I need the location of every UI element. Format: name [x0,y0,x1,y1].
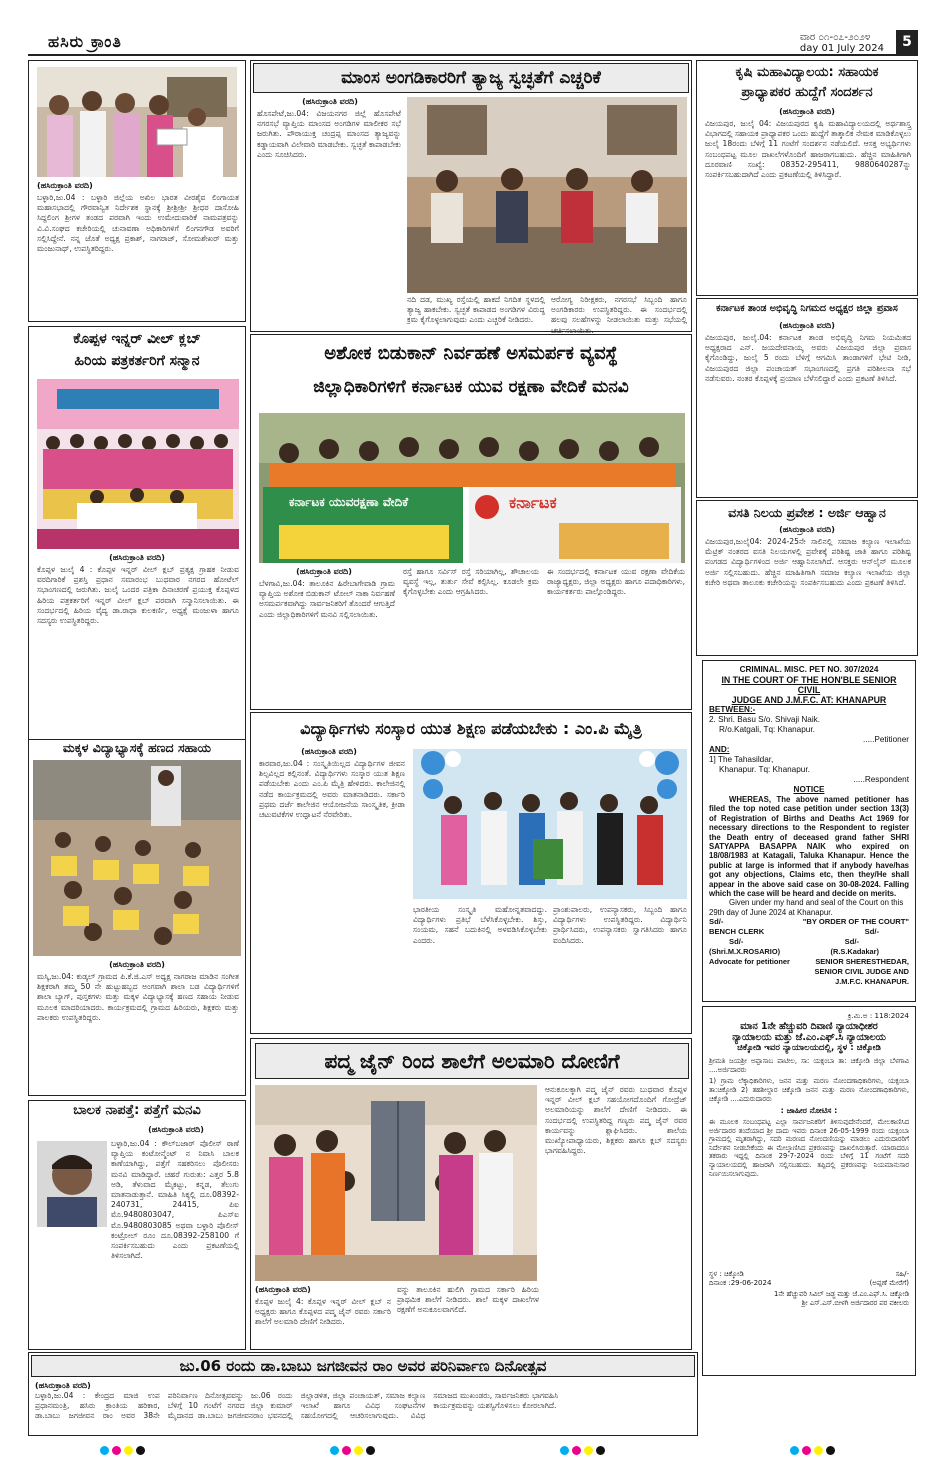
mamsa-col3: ಆರೋಗ್ಯ ನಿರೀಕ್ಷಕರು, ನಗರಸಭೆ ಸಿಬ್ಬಂದಿ ಹಾಗೂ ಅಂಗಡಿಕಾರರು ಉಪಸ್ಥಿತರಿದ್ದರು. ಈ ಸಂದರ್ಭದಲ್ಲಿ ಹಲವು ಸಲಹೆಗಳನ್ನು ನೀಡಲಾಯಿತು ಮತ್ತು ಸಭೆಯಲ್ಲಿ ಚರ್ಚಿಸಲಾಯಿತು. [551,295,687,335]
chikkodi-date-row [709,1279,909,1288]
chikkodi-sign-2: ಶ್ರೀ ಎಸ್.ಎಸ್.ಬೀಳಗಿ ಅರ್ಜಿದಾರರ ಪರ ವಕೀಲರು [801,1298,909,1307]
chikkodi-body-2: 1) ಗ್ರಾಮ ಲೆಕ್ಕಾಧಿಕಾರಿಗಳು, ಜನನ ಮತ್ತು ಮರಣ ನೋಂದಣಾಧಿಕಾರಿಗಳು, ಯಕ್ಸಂಬಾ ತಾ:ಚಿಕ್ಕೋಡಿ 2) ತಹಶೀಲ್ದಾರ ಚಿಕ್ಕೋಡಿ ಜನನ ಮತ್ತು ಮರಣ ನೋಂದಣಾಧಿಕಾರಿಗಳು, ಚಿಕ್ಕೋಡಿ ....ಎದುರುದಾರರು [709,1077,909,1103]
vidyarthi-col1: ಕಾರವಾರ,ಜು.04 : ಸಂಸ್ಕೃತಿಯಿಲ್ಲದ ವಿದ್ಯಾರ್ಥಿಗಳ ಜೀವನ ಶಿಲ್ಪವಿಲ್ಲದ ಕಲ್ಲಿನಂತೆ. ವಿದ್ಯಾರ್ಥಿಗಳು ಸಂಸ್ಕಾರ ಯುತ ಶಿಕ್ಷಣ ಪಡೆಯಬೇಕು ಎಂದು ಎಂ.ಪಿ ಮೈತ್ರಿ ಹೇಳಿದರು. ಕಾಲೇಜಿನಲ್ಲಿ ನಡೆದ ಕಾರ್ಯಕ್ರಮದಲ್ಲಿ ಅವರು ಮಾತನಾಡಿದರು. ಸರ್ಕಾರಿ ಪ್ರಥಮ ದರ್ಜೆ ಕಾಲೇಜಿನ ಆಯೋಜನೆಯ ಸಾಂಸ್ಕೃತಿಕ, ಕ್ರೀಡಾ ಚಟುವಟಿಕೆಗಳ ಉದ್ಘಾಟನೆ ನೆರವೇರಿತು. [259,759,405,820]
photo-felicitation-image [37,379,239,549]
print-marks-center-left [330,1446,375,1456]
khanapur-sig-row-5 [709,957,909,967]
photo-office-handover [37,67,237,177]
chikkodi-court-2: ನ್ಯಾಯಾಲಯ ಮತ್ತು ಜೆ.ಎಂ.ಎಫ್.ಸಿ ನ್ಯಾಯಾಲಯ [732,1032,886,1043]
khanapur-sd-3: Sd/- [729,937,744,947]
inner-wheel-body: ಕೊಪ್ಪಳ ಜುಲೈ 4 : ಕೊಪ್ಪಳ ಇನ್ನರ್ ವೀಲ್ ಕ್ಲಬ್ ಪ್ರತ್ಯಕ್ಷ ಗ್ರಾಹಕ ನೀಡುವ ವರದಿಗಾರಿಕೆ ಪ್ರಶಸ್ತಿ ಪ್ರಧಾನ ಸಮಾರಂಭ ಬುಧವಾರ ನಗರದ ಹೋಟೆಲ್ ಸಭಾಂಗಣದಲ್ಲಿ ಜರುಗಿತು. ಜುಲೈ ಒಂದರ ಪತ್ರಿಕಾ ದಿನಾಚರಣೆ ಪ್ರಯುಕ್ತ ಕೊಪ್ಪಳದ ಹಿರಿಯ ಪತ್ರಕರ್ತರಿಗೆ ಇನ್ನರ್ ವೀಲ್ ಕ್ಲಬ್ ಪರವಾಗಿ ಸನ್ಮಾನಿಸಲಾಯಿತು. ಈ ಸಂದರ್ಭದಲ್ಲಿ ಹಿರಿಯ ವೈದ್ಯ ಡಾ.ರಾಧಾ ಕುಲಕರ್ಣಿ, ಅಧ್ಯಕ್ಷೆ ಮಂಜುಳಾ ಹಾಗೂ ಸದಸ್ಯರು ಉಪಸ್ಥಿತರಿದ್ದರು. [37,565,239,626]
khanapur-by-order: "BY ORDER OF THE COURT" [802,917,909,927]
padma-right-text: ಆನುಕೂಲಕ್ಕಾಗಿ ಪದ್ಮ ಜೈನ್ ರವರು ಬುಧವಾರ ಕೊಪ್ಪಳ ಇನ್ನರ್ ವೀಲ್ ಕ್ಲಬ್ ಸಹಯೋಗದೊಂದಿಗೆ ಗೋದ್ರೆಜ್ ಅಲಮಾರಿಯನ್ನು ಶಾಲೆಗೆ ದೇಣಿಗೆ ನೀಡಿದರು. ಈ ಸಂದರ್ಭದಲ್ಲಿ ಉಪಸ್ಥಿತರಿದ್ದ ಗಣ್ಯರು ಪದ್ಮ ಜೈನ್ ರವರ ಕಾರ್ಯವನ್ನು ಶ್ಲಾಘಿಸಿದರು. ಶಾಲೆಯ ಮುಖ್ಯೋಪಾಧ್ಯಾಯರು, ಶಿಕ್ಷಕರು ಹಾಗೂ ಕ್ಲಬ್ ಸದಸ್ಯರು ಭಾಗವಹಿಸಿದ್ದರು. [545,1085,687,1156]
headline-inner-wheel-1: ಕೊಪ್ಪಳ ಇನ್ನರ್ ವೀಲ್ ಕ್ಲಬ್ [73,331,201,347]
bottom-credit: (ಹಸಿರುಕ್ರಾಂತಿ ವರದಿ) [35,1381,91,1390]
ashoka-col2: ರಸ್ತೆ ಹಾಗೂ ಸರ್ವಿಸ್ ರಸ್ತೆ ಸರಿಯಾಗಿಲ್ಲ, ಶೌಚಾಲಯ ವ್ಯವಸ್ಥೆ ಇಲ್ಲ, ತುರ್ತು ಸೇವೆ ಕಲ್ಪಿಸಿಲ್ಲ. ಕೂಡಲೇ ಕ್ರಮ ಕೈಗೊಳ್ಳಬೇಕು ಎಂದು ಆಗ್ರಹಿಸಿದರು. [403,567,539,597]
mark-yellow-dot [354,1446,363,1455]
mark-cyan-dot [100,1446,109,1455]
khanapur-court-1: IN THE COURT OF THE HON'BLE SENIOR CIVIL [721,675,897,695]
padma-col2: ವನ್ನು ತಾಲೂಕಿನ ಹುಲಿಗಿ ಗ್ರಾಮದ ಸರ್ಕಾರಿ ಹಿರಿಯ ಪ್ರಾಥಮಿಕ ಶಾಲೆಗೆ ನೀಡಿದರು. ಶಾಲೆ ಮಕ್ಕಳ ದಾಖಲೆಗಳ ರಕ್ಷಣೆಗೆ ಅನುಕೂಲವಾಗಲಿದೆ. [397,1285,539,1315]
headline-padma: ಪದ್ಮ ಜೈನ್ ರಿಂದ ಶಾಲೆಗೆ ಅಲಮಾರಿ ದೋಣಿಗೆ [255,1043,689,1079]
headline-inner-wheel-2: ಹಿರಿಯ ಪತ್ರಕರ್ತರಿಗೆ ಸನ್ಮಾನ [74,353,200,369]
date-kannada: ವಾರ ೦೧-೦೭-೨೦೨೪ [799,32,871,43]
mark-magenta-dot [112,1446,121,1455]
photo-missing-boy [37,1141,107,1227]
khanapur-court-2: JUDGE AND J.M.F.C. AT: KHANAPUR [731,695,887,705]
chikkodi-sd: ಸಹಿ/- [895,1270,909,1278]
headline-missing-boy: ಬಾಲಕ ನಾಪತ್ತೆ: ಪತ್ತೆಗೆ ಮನವಿ [73,1103,201,1118]
mamsa-col1: ಹೊಸಪೇಟೆ,ಜು.04: ವಿಜಯನಗರ ಜಿಲ್ಲೆ ಹೊಸಪೇಟೆ ನಗರಸಭೆ ವ್ಯಾಪ್ತಿಯ ಮಾಂಸದ ಅಂಗಡಿಗಳ ಮಾಲೀಕರ ಸಭೆ ಜರುಗಿತು. ಪೌರಾಯುಕ್ತ ಚಂದ್ರಪ್ಪ ಮಾಂಸದ ತ್ಯಾಜ್ಯವನ್ನು ಕಡ್ಡಾಯವಾಗಿ ವಿಲೇವಾರಿ ಮಾಡಬೇಕು. ಸ್ವಚ್ಛತೆ ಕಾಪಾಡಬೇಕು ಎಂದು ಸೂಚಿಸಿದರು. [257,109,401,159]
chikkodi-notice-title: : ಜಾಹೀರ ನೋಟಿಸ : [780,1106,838,1115]
ashoka-banner-2: ಕರ್ನಾಟಕ [509,493,557,512]
headline-makkala-vidya: ಮಕ್ಕಳ ವಿದ್ಯಾಭ್ಯಾಸಕ್ಕೆ ಹಣದ ಸಹಾಯ [62,740,212,755]
mark-magenta-dot [802,1446,811,1455]
vidyarthi-event-image [413,749,687,899]
mamsa-meeting-image [407,97,687,293]
khanapur-sig-row-1 [709,917,909,927]
bottom-body: ಬಳ್ಳಾರಿ,ಜು.04 : ಕೇಂದ್ರದ ಮಾಜಿ ಉಪ ಪ್ರಧಾನಮಂತ್ರಿ, ಹಸಿರು ಕ್ರಾಂತಿಯ ಹರಿಕಾರ, ಡಾ.ಬಾಬು ಜಗಜೀವನ ರಾಂ ಅವರ 38ನೇ ಪರಿನಿರ್ವಾಣ ದಿನೋತ್ಸವವನ್ನು ಜು.06 ರಂದು ಬೆಳಿಗ್ಗೆ 10 ಗಂಟೆಗೆ ನಗರದ ಜಿಲ್ಲಾ ಕುಮಾರ್ ಮೈದಾನದ ಡಾ.ಬಾಬು ಜಗಜೀವನರಾಂ ಭವನದಲ್ಲಿ ಜಿಲ್ಲಾಡಳಿತ, ಜಿಲ್ಲಾ ಪಂಚಾಯತ್, ಸಮಾಜ ಕಲ್ಯಾಣ ಇಲಾಖೆ ಹಾಗೂ ವಿವಿಧ ಸಂಘಟನೆಗಳ ಸಹಯೋಗದಲ್ಲಿ ಆಚರಿಸಲಾಗುವುದು. ವಿವಿಧ ಸಮಾಜದ ಮುಖಂಡರು, ಸಾರ್ವಜನಿಕರು ಭಾಗವಹಿಸಿ ಕಾರ್ಯಕ್ರಮವನ್ನು ಯಶಸ್ವಿಗೊಳಿಸಲು ಕೋರಲಾಗಿದೆ. [35,1391,559,1421]
mamsa-col2: ನದಿ ದಡ, ಮುಖ್ಯ ರಸ್ತೆಯಲ್ಲಿ ಹಾಕದೆ ನಿಗದಿತ ಸ್ಥಳದಲ್ಲಿ ತ್ಯಾಜ್ಯ ಹಾಕಬೇಕು. ಸ್ವಚ್ಛತೆ ಕಾಪಾಡದ ಅಂಗಡಿಗಳ ವಿರುದ್ಧ ಕ್ರಮ ಕೈಗೊಳ್ಳಲಾಗುವುದು ಎಂದು ಎಚ್ಚರಿಕೆ ನೀಡಿದರು. [407,295,545,325]
mark-yellow-dot [814,1446,823,1455]
padma-col1: ಕೊಪ್ಪಳ ಜುಲೈ 4: ಕೊಪ್ಪಳ ಇನ್ನರ್ ವೀಲ್ ಕ್ಲಬ್ ನ ಅಧ್ಯಕ್ಷರು ಹಾಗೂ ಕೊಪ್ಪಳದ ಪದ್ಮ ಜೈನ್ ರವರು ಸರ್ಕಾರಿ ಶಾಲೆಗೆ ಅಲಮಾರಿ ದೇಣಿಗೆ ನೀಡಿದರು. [255,1297,391,1327]
khanapur-respondent-1: 1] The Tahasildar, [709,755,774,764]
photo-journalists-felicitation [37,379,239,549]
mark-black-dot [366,1446,375,1455]
khanapur-given: Given under my hand and seal of the Court on this 29th day of June 2024 at Khanapur. [709,898,904,917]
chikkodi-place-row [709,1270,909,1279]
khanapur-respondent-2: Khanapur. Tq: Khanapur. [719,765,810,774]
mark-yellow-dot [584,1446,593,1455]
missing-boy-image [37,1141,107,1227]
story-top-left [28,60,246,322]
story-krushi [696,60,918,296]
print-marks-center-right [560,1446,605,1456]
chikkodi-case-no: ಕ್ರಿ.ಮಿ.ಅ : 118:2024 [847,1011,909,1020]
khanapur-notice-title: NOTICE [793,785,825,794]
legal-notice-chikkodi [702,1006,916,1376]
date-english: day 01 July 2024 [799,43,884,54]
makkala-credit: (ಹಸಿರುಕ್ರಾಂತಿ ವರದಿ) [109,960,165,969]
story-credit: (ಹಸಿರುಕ್ರಾಂತಿ ವರದಿ) [37,181,93,190]
missing-boy-credit: (ಹಸಿರುಕ್ರಾಂತಿ ವರದಿ) [148,1125,204,1134]
chikkodi-date: ದಿನಾಂಕ :29-06-2024 [709,1279,772,1287]
ashoka-col3: ಈ ಸಂದರ್ಭದಲ್ಲಿ ಕರ್ನಾಟಕ ಯುವ ರಕ್ಷಣಾ ವೇದಿಕೆಯ ರಾಜ್ಯಾಧ್ಯಕ್ಷರು, ಜಿಲ್ಲಾ ಅಧ್ಯಕ್ಷರು ಹಾಗೂ ಪದಾಧಿಕಾರಿಗಳು, ಕಾರ್ಯಕರ್ತರು ಪಾಲ್ಗೊಂಡಿದ್ದರು. [547,567,685,597]
mark-black-dot [596,1446,605,1455]
chikkodi-by-order: (ಅಪ್ಪಣೆ ಮೇರೆಗೆ) [869,1279,909,1287]
khanapur-shirestedar-name: (R.S.Kadakar) [830,947,879,957]
headline-vidyarthi: ವಿದ್ಯಾರ್ಥಿಗಳು ಸಂಸ್ಕಾರ ಯುತ ಶಿಕ್ಷಣ ಪಡೆಯಬೇಕು : ಎಂ.ಪಿ ಮೈತ್ರಿ [300,719,642,738]
chikkodi-body-3: ಈ ಮೂಲಕ ಸಂಬಂಧಪಟ್ಟ ಎಲ್ಲಾ ಸಾರ್ವಜನಿಕರಿಗೆ ತಿಳಿಸುವುದೇನೆಂದರೆ, ಮೇಲಕಾಣಿಸಿದ ಅರ್ಜಿದಾರರ ತಂದೆಯಾದ ಶ್ರೀ ದಾದು ಇವರು ದಿನಾಂಕ 26-05-1999 ರಂದು ಯಕ್ಸಂಬಾ ಗ್ರಾಮದಲ್ಲಿ ಮೃತರಾಗಿದ್ದು, ಸದರಿ ಮರಣದ ನೋಂದಣಿಯನ್ನು ಮಾಡಲು ಎದುರುದಾರರಿಗೆ ನಿರ್ದೇಶನ ನೀಡಬೇಕೆಂದು ಈ ಮೇಲ್ಕಾಣಿಸಿದ ಪ್ರಕರಣವನ್ನು ದಾಖಲಿಸಿರುತ್ತಾರೆ. ಯಾರಾದರೂ ತಕರಾರು ಇದ್ದಲ್ಲಿ ದಿನಾಂಕ 29-7-2024 ರಂದು ಬೆಳಿಗ್ಗೆ 11 ಗಂಟೆಗೆ ಸದರಿ ನ್ಯಾಯಾಲಯದಲ್ಲಿ ಹಾಜರಾಗಿ ಸಲ್ಲಿಸಬಹುದು. ತಪ್ಪಿದಲ್ಲಿ ಪ್ರಕರಣವನ್ನು ನಿಯಮಾನುಸಾರ ನಿರ್ಣಯಿಸಲಾಗುವುದು. [709,1118,909,1178]
photo-padma-almirah [255,1085,537,1281]
masthead [28,30,918,56]
vidyarthi-col3: ಪ್ರಾಂಶುಪಾಲರು, ಉಪನ್ಯಾಸಕರು, ಸಿಬ್ಬಂದಿ ಹಾಗೂ ವಿದ್ಯಾರ್ಥಿಗಳು ಉಪಸ್ಥಿತರಿದ್ದರು. ವಿದ್ಯಾರ್ಥಿನಿ ಪ್ರಾರ್ಥಿಸಿದರು, ಉಪನ್ಯಾಸಕರು ಸ್ವಾಗತಿಸಿದರು ಹಾಗೂ ವಂದಿಸಿದರು. [553,905,687,945]
chikkodi-sign-1: 1ನೇ ಹೆಚ್ಚುವರಿ ಸಿವಿಲ್ ಜಡ್ಜ ಮತ್ತು ಜೆ.ಎಂ.ಎಫ್.ಸಿ. ಚಿಕ್ಕೋಡಿ [774,1290,909,1298]
photo-mamsa-meeting [407,97,687,293]
khanapur-shirestedar-2: SENIOR CIVIL JUDGE AND [814,967,909,977]
khanapur-petitioner-1: 2. Shri. Basu S/o. Shivaji Naik. [709,715,821,724]
khanapur-petitioner-label: .....Petitioner [863,735,909,744]
tanda-credit: (ಹಸಿರುಕ್ರಾಂತಿ ವರದಿ) [779,321,835,330]
ashoka-credit: (ಹಸಿರುಕ್ರಾಂತಿ ವರದಿ) [296,567,352,576]
chikkodi-court-3: ಚಿಕ್ಕೋಡಿ ಇವರ ನ್ಯಾಯಾಲಯದಲ್ಲಿ, ಸ್ಥಳ : ಚಿಕ್ಕೋಡಿ [737,1043,881,1053]
khanapur-sd-1: Sd/- [709,917,724,927]
krushi-body: ವಿಜಯಪುರ, ಜುಲೈ 04: ವಿಜಯಪುರದ ಕೃಷಿ ಮಹಾವಿದ್ಯಾಲಯದಲ್ಲಿ ಅರ್ಥಶಾಸ್ತ್ರ ವಿಭಾಗದಲ್ಲಿ ಸಹಾಯಕ ಪ್ರಾಧ್ಯಾಪಕರ ಒಂದು ಹುದ್ದೆಗೆ ತಾತ್ಕಾಲಿಕ ನೇಮಕ ಮಾಡಿಕೊಳ್ಳಲು ಜುಲೈ 18ರಂದು ಬೆಳಿಗ್ಗೆ 11 ಗಂಟೆಗೆ ಸಂದರ್ಶನ ನಡೆಯಲಿದೆ. ಆಸಕ್ತ ಅಭ್ಯರ್ಥಿಗಳು ಸಂಬಂಧಪಟ್ಟ ಮೂಲ ದಾಖಲೆಗಳೊಂದಿಗೆ ಹಾಜರಾಗಬಹುದು. ಹೆಚ್ಚಿನ ಮಾಹಿತಿಗಾಗಿ ದೂರವಾಣಿ ಸಂಖ್ಯೆ: 08352-295411, 9880640287ನ್ನು ಸಂಪರ್ಕಿಸಬಹುದಾಗಿದೆ ಎಂದು ಪ್ರಕಟಣೆಯಲ್ಲಿ ತಿಳಿಸಿದ್ದಾರೆ. [705,119,911,180]
headline-krushi-2: ಪ್ರಾಧ್ಯಾಪಕರ ಹುದ್ದೆಗೆ ಸಂದರ್ಶನ [741,85,873,100]
headline-jagjivan-ram: ಜು.06 ರಂದು ಡಾ.ಬಾಬು ಜಗಜೀವನ ರಾಂ ಅವರ ಪರಿನಿರ್ವಾಣ ದಿನೋತ್ಸವ [31,1355,695,1377]
mark-cyan-dot [790,1446,799,1455]
khanapur-advocate-label: Advocate for petitioner [709,957,790,967]
khanapur-shirestedar-3: J.M.F.C. KHANAPUR. [835,977,909,987]
khanapur-advocate-name: (Shri.M.X.ROSARIO) [709,947,781,957]
print-marks-right [790,1446,835,1456]
chikkodi-body-1: ಶ್ರೀಮತಿ ಜಯಶ್ರೀ ಅಪ್ಪಾಸಾಬ ಪಾಟೀಲ, ಸಾ: ಯಕ್ಸಂಬಾ ತಾ: ಚಿಕ್ಕೋಡಿ ಜಿಲ್ಲಾ ಬೆಳಗಾವಿ ....ಅರ್ಜಿದಾರರು [709,1057,909,1074]
khanapur-notice-body: WHEREAS, The above named petitioner has filed the top noted case petition under section 13(3) of Registration of Births and Deaths Act 1969 for necessary directions to the Respondent to register the Death entry of deceased grand father SHRI SATYAPPA BASAPPA NAIK who expired on 18/08/1983 at Katagali, Taluka Khanapur. Hence the public at large is informed that if anybody have/has got any objections, Claims etc, then they/He shall appear in the above said case on 30-08-2024. Falling which the case will be heard and decide on merits. [709,795,909,899]
photo-office-handover-image [37,67,237,177]
story-body: ಬಳ್ಳಾರಿ,ಜು.04 : ಬಳ್ಳಾರಿ ಜಿಲ್ಲೆಯ ಅಖಿಲ ಭಾರತ ವೀರಶೈವ ಲಿಂಗಾಯತ ಮಹಾಸಭಾದಲ್ಲಿ ಗೌರವಾನ್ವಿತ ನಿರ್ದೇಶಕ ಸ್ಥಾನಕ್ಕೆ ಶ್ರೀಶ್ರೀಶ್ರೀ ಶ್ರೀಧರ ದಾಸೋಹಿ ಸಿದ್ದಲಿಂಗ ಶ್ರೀಗಳ ತಂಡದ ಪರವಾಗಿ ಇಂದು ಉಮೇದುವಾರಿಕೆ ನಾಮಪತ್ರವನ್ನು ವಿ.ವಿ.ಸಂಘದ ಕಚೇರಿಯಲ್ಲಿ ಚುನಾವಣಾ ಅಧಿಕಾರಿಗಳಿಗೆ ಲಿಂಗನಗೌಡ ಅವರಿಗೆ ಸಲ್ಲಿಸಿದ್ದೇನೆ. ನನ್ನ ಜೊತೆ ಅಧ್ಯಕ್ಷ ಪ್ರಕಾಶ್, ನಾಗರಾಜ್, ಸೋಮಶೇಖರ್ ಮತ್ತು ಮಂಜುನಾಥ್, ಉಪಸ್ಥಿತರಿದ್ದರು. [37,193,239,254]
vasati-body: ವಿಜಯಪುರ,ಜುಲೈ04: 2024-25ನೇ ಸಾಲಿನಲ್ಲಿ ಸಮಾಜ ಕಲ್ಯಾಣ ಇಲಾಖೆಯ ಮೆಟ್ರಿಕ್ ನಂತರದ ವಸತಿ ನಿಲಯಗಳಲ್ಲಿ ಪ್ರವೇಶಕ್ಕೆ ಪರಿಶಿಷ್ಟ ಜಾತಿ ಹಾಗೂ ಪರಿಶಿಷ್ಟ ಪಂಗಡದ ವಿದ್ಯಾರ್ಥಿಗಳಿಂದ ಅರ್ಜಿ ಆಹ್ವಾನಿಸಲಾಗಿದೆ. ಆಸಕ್ತರು ಆನ್‌ಲೈನ್ ಮೂಲಕ ಅರ್ಜಿ ಸಲ್ಲಿಸಬಹುದು. ಹೆಚ್ಚಿನ ಮಾಹಿತಿಗಾಗಿ ಸಮಾಜ ಕಲ್ಯಾಣ ಇಲಾಖೆಯ ಜಿಲ್ಲಾ ಕಚೇರಿ ಅಥವಾ ತಾಲೂಕು ಕಚೇರಿಯನ್ನು ಸಂಪರ್ಕಿಸಬಹುದು ಎಂದು ಪ್ರಕಟಣೆ ತಿಳಿಸಿದೆ. [705,537,911,587]
headline-ashoka-2: ಜಿಲ್ಲಾಧಿಕಾರಿಗಳಿಗೆ ಕರ್ನಾಟಕ ಯುವ ರಕ್ಷಣಾ ವೇದಿಕೆ ಮನವಿ [313,377,629,397]
story-bottom-jagjivan-ram [28,1352,698,1436]
page-number: 5 [896,30,918,54]
print-marks-left [100,1446,145,1456]
khanapur-shirestedar-1: SENIOR SHERESTHEDAR, [815,957,909,967]
story-karnataka-tanda [696,298,918,498]
headline-ashoka-1: ಅಶೋಕ ಬಿಡುಕಾನ್ ನಿರ್ವಹಣೆ ಅಸಮರ್ಪಕ ವ್ಯವಸ್ಥೆ [324,343,618,364]
ashoka-col1: ಬೆಳಗಾವಿ,ಜು.04: ತಾಲೂಕಿನ ಹಿರೇಬಾಗೇವಾಡಿ ಗ್ರಾಮ ವ್ಯಾಪ್ತಿಯ ಅಶೋಕ ಬಿಡುಕಾನ್ ಟೋಲ್ ನಾಕಾ ನಿರ್ವಹಣೆ ಅಸಮರ್ಪಕವಾಗಿದ್ದು ಸಾರ್ವಜನಿಕರಿಗೆ ತೊಂದರೆ ಆಗುತ್ತಿದೆ ಎಂದು ಜಿಲ್ಲಾಧಿಕಾರಿಗಳಿಗೆ ಮನವಿ ಸಲ್ಲಿಸಲಾಯಿತು. [259,579,395,619]
mark-magenta-dot [572,1446,581,1455]
story-vasati [696,500,918,656]
krushi-credit: (ಹಸಿರುಕ್ರಾಂತಿ ವರದಿ) [779,107,835,116]
khanapur-respondent-label: .....Respondent [853,775,909,784]
chikkodi-court-1: ಮಾನ 1ನೇ ಹೆಚ್ಚುವರಿ ದಿವಾಣಿ ನ್ಯಾಯಾಧೀಶರ [740,1021,878,1032]
story-makkala-vidya [28,740,246,1096]
vasati-credit: (ಹಸಿರುಕ್ರಾಂತಿ ವರದಿ) [779,525,835,534]
khanapur-between: BETWEEN:- [709,705,756,714]
mark-yellow-dot [124,1446,133,1455]
story-vidyarthi [250,712,692,1034]
khanapur-sig-row-3 [709,937,909,947]
mark-magenta-dot [342,1446,351,1455]
headline-tanda: ಕರ್ನಾಟಕ ತಾಂಡ ಅಭಿವೃದ್ಧಿ ನಿಗಮದ ಅಧ್ಯಕ್ಷರ ಜಿಲ್ಲಾ ಪ್ರವಾಸ [716,303,898,314]
photo-children-image [33,760,241,956]
padma-almirah-image [255,1085,537,1281]
khanapur-sd-4: Sd/- [844,937,859,947]
vidyarthi-col2: ಭಾರತೀಯ ಸಂಸ್ಕೃತಿ ಮಹೋನ್ನತವಾದದ್ದು. ವಿದ್ಯಾರ್ಥಿಗಳು ಪ್ರತಿಭೆ ಬೆಳೆಸಿಕೊಳ್ಳಬೇಕು. ಶಿಸ್ತು, ಸಂಯಮ, ಸಹನೆ ಬದುಕಿನಲ್ಲಿ ಅಳವಡಿಸಿಕೊಳ್ಳಬೇಕು ಎಂದರು. [413,905,547,945]
story-missing-boy [28,1100,246,1350]
story-mamsa [250,60,692,335]
khanapur-sig-row-2 [709,927,909,937]
paper-name: ಹಸಿರು ಕ್ರಾಂತಿ [48,32,122,51]
vidyarthi-credit: (ಹಸಿರುಕ್ರಾಂತಿ ವರದಿ) [301,747,357,756]
page-date [800,32,884,54]
headline-krushi-1: ಕೃಷಿ ಮಹಾವಿದ್ಯಾಲಯ: ಸಹಾಯಕ [735,65,879,80]
khanapur-and: AND: [709,745,730,754]
khanapur-sig-row-4 [709,947,909,957]
padma-credit: (ಹಸಿರುಕ್ರಾಂತಿ ವರದಿ) [255,1285,311,1294]
headline-vasati: ವಸತಿ ನಿಲಯ ಪ್ರವೇಶ : ಅರ್ಜಿ ಆಹ್ವಾನ [728,505,886,520]
khanapur-case-no: CRIMINAL. MISC. PET NO. 307/2024 [739,665,879,674]
mark-black-dot [136,1446,145,1455]
inner-wheel-credit: (ಹಸಿರುಕ್ರಾಂತಿ ವರದಿ) [109,553,165,562]
story-ashoka [250,334,692,710]
mark-cyan-dot [330,1446,339,1455]
khanapur-petitioner-2: R/o.Katgali, Tq: Khanapur. [719,725,815,734]
makkala-body: ಮಸ್ಕಿ,ಜು.04: ಕುಡ್ಕಲ್ ಗ್ರಾಮದ ಪಿ.ಕೆ.ಜಿ.ಎಸ್ ಅಧ್ಯಕ್ಷ ನಾಗರಾಜ ಮಾಡಿನ ಸಂಗೀತ ಶಿಕ್ಷಕರಾಗಿ ತಮ್ಮ 50 ನೇ ಹುಟ್ಟುಹಬ್ಬದ ಅಂಗವಾಗಿ ಶಾಲಾ ಬಡ ವಿದ್ಯಾರ್ಥಿಗಳಿಗೆ ಶಾಲಾ ಬ್ಯಾಗ್, ಪುಸ್ತಕಗಳು ಮತ್ತು ಮಕ್ಕಳ ವಿದ್ಯಾಭ್ಯಾಸಕ್ಕೆ ಹಣದ ಸಹಾಯ ನೀಡುವ ಮೂಲಕ ಮಾದರಿಯಾದರು. ಕಾರ್ಯಕ್ರಮದಲ್ಲಿ ಗ್ರಾಮದ ಹಿರಿಯರು, ಶಿಕ್ಷಕರು ಮತ್ತು ಪಾಲಕರು ಉಪಸ್ಥಿತರಿದ್ದರು. [37,972,239,1022]
missing-boy-body: ಬಳ್ಳಾರಿ,ಜು.04 : ಕೌಲ್‌ಬಜಾರ್ ಪೊಲೀಸ್ ಠಾಣೆ ವ್ಯಾಪ್ತಿಯ ಕಂಟೋನ್ಮೆಂಟ್ ನ ನಿವಾಸಿ ಬಾಲಕ ಕಾಣೆಯಾಗಿದ್ದು, ಪತ್ತೆಗೆ ಸಹಕರಿಸಲು ಪೊಲೀಸರು ಮನವಿ ಮಾಡಿದ್ದಾರೆ. ಚಹರೆ ಗುರುತು: ಎತ್ತರ 5.8 ಅಡಿ, ತೆಳುವಾದ ಮೈಕಟ್ಟು, ಕನ್ನಡ, ತೆಲುಗು ಮಾತನಾಡುತ್ತಾನೆ. ಮಾಹಿತಿ ಸಿಕ್ಕಲ್ಲಿ ದೂ.08392-240731, 24415, ಪಿಐ ಮೊ.9480803047, ಪಿಎಸ್ಐ ಮೊ.9480803085 ಅಥವಾ ಬಳ್ಳಾರಿ ಪೊಲೀಸ್ ಕಂಟ್ರೋಲ್ ರೂಂ ದೂ.08392-258100 ಗೆ ಸಂಪರ್ಕಿಸಬಹುದು ಎಂದು ಪ್ರಕಟಣೆಯಲ್ಲಿ ತಿಳಿಸಲಾಗಿದೆ. [111,1139,239,1261]
photo-vidyarthi-event [413,749,687,899]
ashoka-banner-1: ಕರ್ನಾಟಕ ಯುವರಕ್ಷಣಾ ವೇದಿಕೆ [289,495,409,509]
legal-notice-khanapur [702,660,916,1002]
story-koppal-inner-wheel [28,326,246,740]
mark-black-dot [826,1446,835,1455]
photo-ashoka-protest [259,413,685,563]
khanapur-sd-2: Sd/- [864,927,879,937]
chikkodi-place: ಸ್ಥಳ : ಚಿಕ್ಕೋಡಿ [709,1270,744,1278]
tanda-body: ವಿಜಯಪುರ, ಜುಲೈ.04: ಕರ್ನಾಟಕ ತಾಂಡ ಅಭಿವೃದ್ಧಿ ನಿಗಮ ನಿಯಮಿತದ ಅಧ್ಯಕ್ಷರಾದ ಎನ್. ಜಯದೇವನಾಯ್ಕ ಅವರು ವಿಜಯಪುರ ಜಿಲ್ಲಾ ಪ್ರವಾಸ ಕೈಗೊಂಡಿದ್ದು, ಜುಲೈ 5 ರಂದು ಬೆಳಿಗ್ಗೆ ಆಗಮಿಸಿ ತಾಂಡಾಗಳಿಗೆ ಭೇಟಿ ನೀಡಿ, ವಿಜಯಪುರದ ಜಿಲ್ಲಾ ಪಂಚಾಯತ್ ಸಭಾಂಗಣದಲ್ಲಿ ಪ್ರಗತಿ ಪರಿಶೀಲನಾ ಸಭೆ ನಡೆಸುವರು. ನಂತರ ಕೊಪ್ಪಳಕ್ಕೆ ಪ್ರಯಾಣ ಬೆಳೆಸಲಿದ್ದಾರೆ ಎಂದು ಪ್ರಕಟಣೆ ತಿಳಿಸಿದೆ. [705,333,911,383]
mark-cyan-dot [560,1446,569,1455]
story-padma [250,1038,692,1350]
mamsa-credit: (ಹಸಿರುಕ್ರಾಂತಿ ವರದಿ) [302,97,358,106]
headline-mamsa: ಮಾಂಸ ಅಂಗಡಿಕಾರರಿಗೆ ತ್ಯಾಜ್ಯ ಸ್ವಚ್ಛತೆಗೆ ಎಚ್ಚರಿಕೆ [253,63,689,93]
ashoka-protest-image [259,413,685,563]
photo-school-children [33,760,241,956]
khanapur-bench-clerk: BENCH CLERK [709,927,765,937]
